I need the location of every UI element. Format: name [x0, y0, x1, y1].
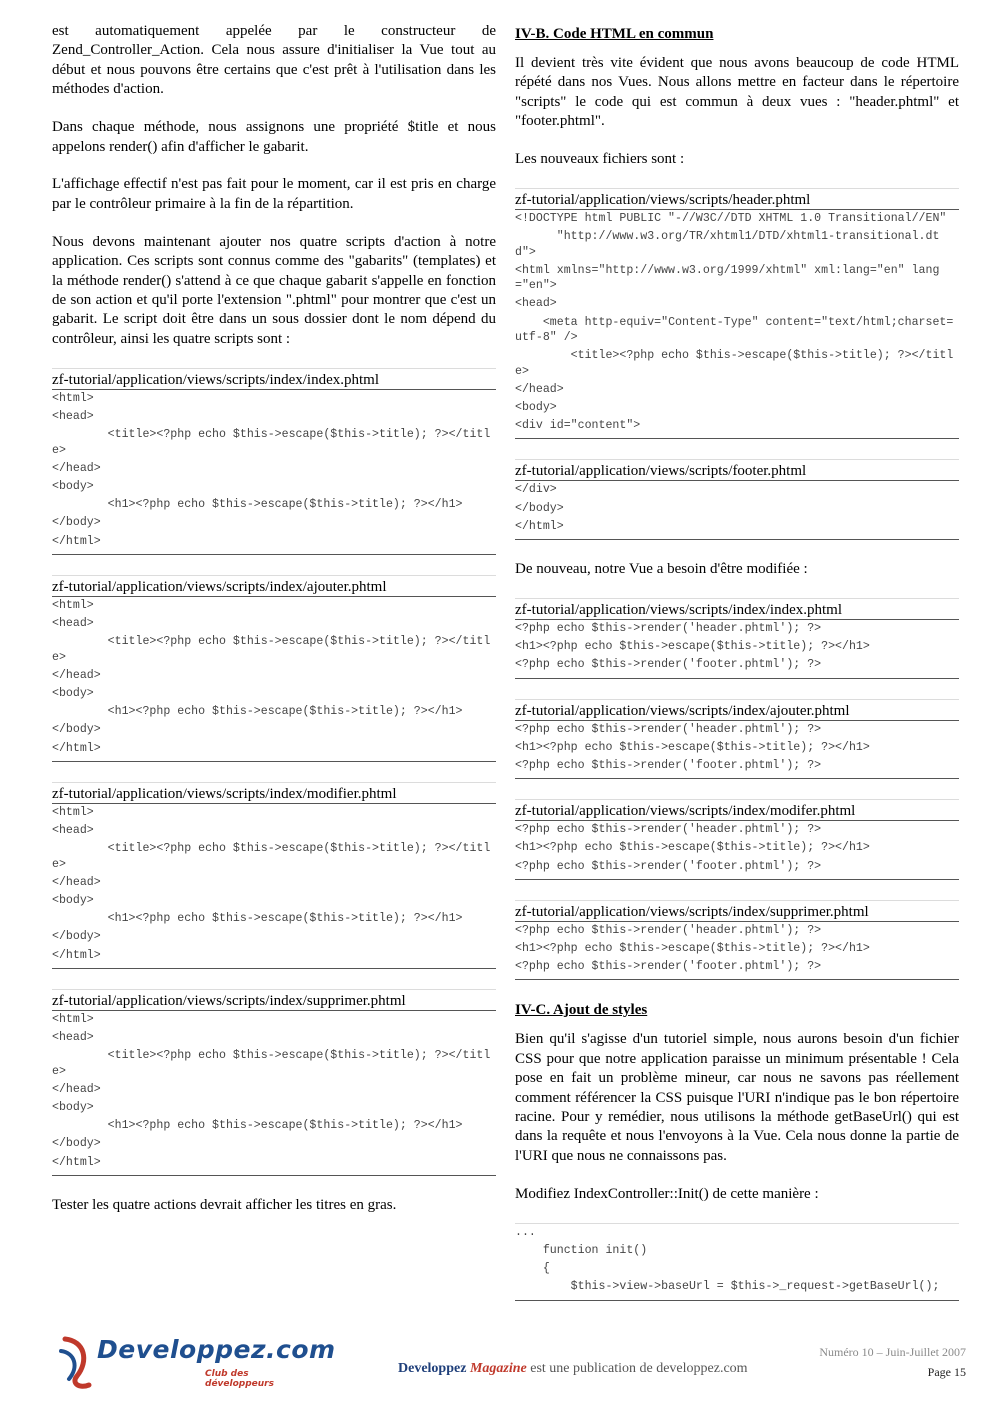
code-line: </head>: [52, 1082, 101, 1096]
code-line: <body>: [52, 686, 94, 700]
code-line: <?php echo $this->render('footer.phtml'); ?>: [515, 658, 822, 672]
code-line: </div>: [515, 483, 557, 497]
code-listing: [52, 1011, 496, 1175]
code-line: </body>: [515, 501, 564, 515]
code-line: <h1><?php echo $this->escape($this->title); ?></h1>: [52, 498, 463, 512]
paragraph: De nouveau, notre Vue a besoin d'être modifiée :: [515, 561, 808, 578]
publication-line: [398, 1361, 748, 1377]
code-line: <h1><?php echo $this->escape($this->title); ?></h1>: [515, 841, 870, 855]
publication-magazine: Magazine: [469, 1361, 527, 1376]
code-line: <?php echo $this->render('header.phtml'); ?>: [515, 622, 822, 635]
code-block-filename: zf-tutorial/application/views/scripts/index/ajouter.phtml: [515, 700, 959, 721]
code-line: {: [515, 1262, 550, 1276]
code-listing: [515, 821, 959, 879]
code-line: <title><?php echo $this->escape($this->title); ?></title>: [52, 842, 491, 871]
code-line: </body>: [52, 516, 101, 530]
code-line: <head>: [52, 409, 94, 423]
code-line: function init(): [515, 1243, 648, 1257]
paragraph: L'affichage effectif n'est pas fait pour le moment, car il est pris en charge par le contrôleur primaire à la fin de la répartition.: [52, 176, 496, 212]
paragraph: Dans chaque méthode, nous assignons une propriété $title et nous appelons render() afin d'afficher le gabarit.: [52, 119, 496, 155]
code-line: <body>: [515, 401, 557, 415]
code-line: <html>: [52, 805, 94, 819]
code-block-filename: zf-tutorial/application/views/scripts/index/supprimer.phtml: [515, 901, 959, 922]
code-line: "http://www.w3.org/TR/xhtml1/DTD/xhtml1-transitional.dtd">: [515, 230, 940, 259]
right-column: [515, 22, 959, 1321]
code-line: </html>: [52, 1155, 101, 1169]
code-line: <html>: [52, 598, 94, 612]
code-line: $this->view->baseUrl = $this->_request->getBaseUrl();: [515, 1280, 940, 1294]
issue-number: Numéro 10 – Juin-Juillet 2007: [819, 1345, 966, 1359]
code-line: <body>: [52, 1101, 94, 1114]
left-intro: [52, 22, 496, 349]
code-line: </html>: [52, 948, 101, 962]
code-block-filename: zf-tutorial/application/views/scripts/index/ajouter.phtml: [52, 576, 496, 597]
code-block: [515, 188, 959, 439]
left-column: [52, 22, 496, 1234]
closing-paragraph: Tester les quatre actions devrait afficher les titres en gras.: [52, 1196, 397, 1213]
code-block: [52, 368, 496, 555]
page-footer: [0, 1325, 992, 1404]
page-number: Page 15: [927, 1365, 966, 1379]
code-line: <h1><?php echo $this->escape($this->title); ?></h1>: [52, 705, 463, 719]
code-line: </body>: [52, 930, 101, 944]
code-line: </head>: [52, 875, 101, 889]
code-block: [515, 900, 959, 981]
code-line: <meta http-equiv="Content-Type" content="text/html;charset=utf-8" />: [515, 315, 954, 345]
code-line: <?php echo $this->render('header.phtml'); ?>: [515, 823, 822, 837]
code-block-filename: zf-tutorial/application/views/scripts/header.phtml: [515, 189, 959, 210]
code-listing: [515, 481, 959, 539]
code-line: <?php echo $this->render('footer.phtml'); ?>: [515, 859, 822, 873]
code-line: <head>: [52, 616, 94, 630]
code-block: [515, 799, 959, 880]
code-block: [52, 989, 496, 1176]
left-code-blocks: [52, 368, 496, 1176]
code-line: <title><?php echo $this->escape($this->title); ?></title>: [515, 349, 954, 378]
code-line: <h1><?php echo $this->escape($this->title); ?></h1>: [515, 942, 870, 956]
code-listing: [515, 1224, 959, 1300]
code-line: </html>: [515, 519, 564, 533]
code-line: <!DOCTYPE html PUBLIC "-//W3C//DTD XHTML 1.0 Transitional//EN": [515, 212, 947, 226]
code-line: <?php echo $this->render('header.phtml'); ?>: [515, 923, 822, 937]
header-footer-code-blocks: [515, 188, 959, 540]
code-line: <h1><?php echo $this->escape($this->title); ?></h1>: [52, 912, 463, 926]
logo-wordmark: Developpez.com: [97, 1335, 336, 1364]
swirl-logo-icon: [55, 1331, 103, 1391]
code-line: <h1><?php echo $this->escape($this->title); ?></h1>: [515, 640, 870, 654]
code-block: [515, 459, 959, 540]
paragraph: est automatiquement appelée par le constructeur de Zend_Controller_Action. Cela nous assure d'initialiser la Vue tout au début et nous pouvons être certains que c'est prêt à l'utilisation dans les méthodes d'action.: [52, 23, 496, 98]
code-line: ...: [515, 1225, 536, 1239]
code-line: <h1><?php echo $this->escape($this->title); ?></h1>: [52, 1119, 463, 1133]
paragraph: Modifiez IndexController::Init() de cette manière :: [515, 1185, 819, 1202]
code-listing: [515, 721, 959, 779]
code-line: <title><?php echo $this->escape($this->title); ?></title>: [52, 635, 491, 664]
code-line: </html>: [52, 741, 101, 755]
code-listing: [515, 620, 959, 678]
code-block-filename: zf-tutorial/application/views/scripts/index/modifer.phtml: [515, 800, 959, 821]
code-line: <h1><?php echo $this->escape($this->title); ?></h1>: [515, 740, 870, 754]
developpez-logo: [55, 1331, 336, 1389]
paragraph: Les nouveaux fichiers sont :: [515, 151, 685, 168]
code-listing: [52, 597, 496, 761]
code-block-filename: zf-tutorial/application/views/scripts/index/index.phtml: [52, 369, 496, 390]
code-block: [52, 782, 496, 969]
code-line: <head>: [515, 297, 557, 311]
code-line: </head>: [52, 461, 101, 475]
code-line: <body>: [52, 893, 94, 907]
view-code-blocks: [515, 598, 959, 980]
code-line: <html>: [52, 1012, 94, 1026]
code-line: <html xmlns="http://www.w3.org/1999/xhtml" xml:lang="en" lang="en">: [515, 263, 940, 293]
code-line: <title><?php echo $this->escape($this->title); ?></title>: [52, 1049, 491, 1078]
code-block: [515, 699, 959, 780]
code-listing: [52, 804, 496, 968]
code-line: </body>: [52, 1137, 101, 1151]
paragraph: Bien qu'il s'agisse d'un tutoriel simple, nous aurons besoin d'un fichier CSS pour que notre application paraisse un minimum présentable ! Cela pose en fait un problème mineur, car nous ne savons pas réellement comment référencer la CSS puisque l'URI n'indique pas le bon répertoire racine. Pour y remédier, nous utilisons la méthode getBaseUrl() qui est dans la requête et nous l'envoyons à la Vue. Cela nous donne la partie de l'URI que nous ne connaissons pas.: [515, 1031, 959, 1164]
code-block: [515, 1223, 959, 1301]
code-block-filename: zf-tutorial/application/views/scripts/footer.phtml: [515, 460, 959, 481]
section-heading-ivc: IV-C. Ajout de styles: [515, 1002, 648, 1019]
code-line: <?php echo $this->render('footer.phtml'); ?>: [515, 960, 822, 974]
code-line: <head>: [52, 823, 94, 837]
code-line: </html>: [52, 534, 101, 548]
publication-brand: Developpez: [398, 1361, 467, 1376]
section-heading-ivb: IV-B. Code HTML en commun: [515, 26, 714, 42]
code-line: <?php echo $this->render('footer.phtml'); ?>: [515, 759, 822, 773]
code-block: [515, 598, 959, 679]
code-line: <?php echo $this->render('header.phtml'); ?>: [515, 722, 822, 736]
code-line: <head>: [52, 1030, 94, 1044]
code-block-filename: zf-tutorial/application/views/scripts/index/supprimer.phtml: [52, 990, 496, 1011]
logo-tagline: Club des développeurs: [205, 1369, 274, 1389]
publication-text: est une publication de developpez.com: [530, 1361, 748, 1376]
code-block: [52, 575, 496, 762]
code-listing: [515, 922, 959, 980]
code-line: </body>: [52, 723, 101, 737]
code-line: </head>: [515, 382, 564, 396]
code-line: <div id="content">: [515, 419, 641, 433]
paragraph: Nous devons maintenant ajouter nos quatre scripts d'action à notre application. Ces scripts sont connus comme des "gabarits" (templates) et la méthode render() s'attend à ce que chaque gabarit s'appelle en fonction de son action et qu'il porte l'extension ".phtml" pour montrer que c'est un gabarit. Le script doit être dans un sous dossier dont le nom dépend du contrôleur, ainsi les quatre scripts sont :: [52, 233, 496, 347]
code-listing: [52, 390, 496, 554]
code-listing: [515, 210, 959, 438]
paragraph: Il devient très vite évident que nous avons beaucoup de code HTML répété dans nos Vues. Nous allons mettre en facteur dans le répertoire "scripts" le code qui est commun à deux vues : "header.phtml" et "footer.phtml".: [515, 55, 959, 130]
code-block-filename: zf-tutorial/application/views/scripts/index/index.phtml: [515, 599, 959, 620]
code-line: <body>: [52, 479, 94, 493]
init-code-block: [515, 1223, 959, 1301]
code-line: <html>: [52, 391, 94, 405]
code-line: </head>: [52, 668, 101, 682]
code-block-filename: zf-tutorial/application/views/scripts/index/modifier.phtml: [52, 783, 496, 804]
code-line: <title><?php echo $this->escape($this->title); ?></title>: [52, 428, 491, 457]
